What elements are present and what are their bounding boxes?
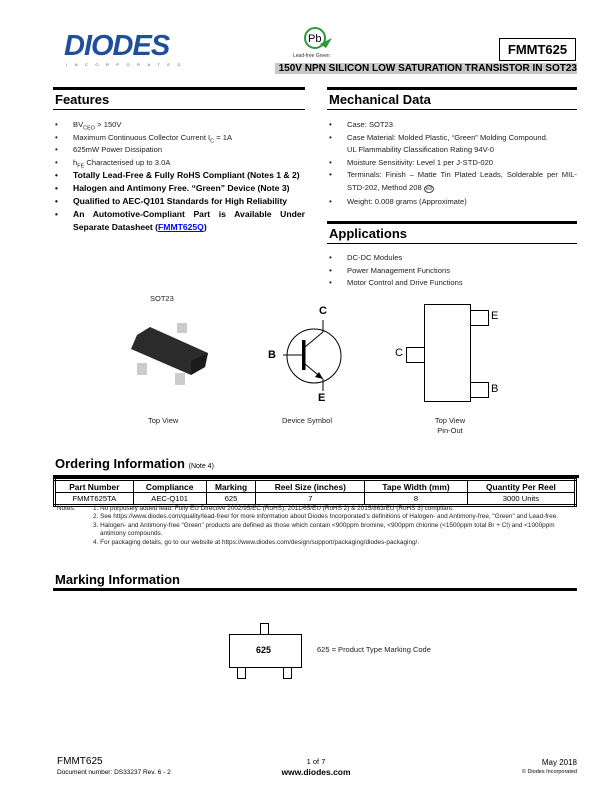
mechanical-list [327,119,577,208]
footer-copyright: © Diodes Incorporated [521,769,577,775]
item-text: Maximum Continuous Collector Current I [73,132,211,142]
pb-text: Pb [308,33,322,45]
list-item: • Moisture Sensitivity: Level 1 per J-STD-020 [327,157,577,170]
list-item [53,208,305,234]
page-subtitle: 150V NPN SILICON LOW SATURATION TRANSISTOR IN SOT23 [275,63,577,74]
list-item [53,157,305,170]
cell: 7 [256,493,365,506]
item-text: Totally Lead-Free & Fully RoHS Compliant (Notes 1 & 2) [73,170,300,181]
cell: 625 [206,493,256,506]
col-header: Reel Size (inches) [256,480,365,493]
pin-b-label: B [491,383,499,395]
base-label: B [268,349,276,361]
table-row [55,493,576,506]
caption-line: Top View [434,416,466,425]
list-item [327,169,577,195]
footer-page: 1 of 7 [306,757,326,766]
col-header: Marking [206,480,256,493]
ordering-note: (Note 4) [188,463,214,470]
table-header-row [55,480,576,493]
applications-heading: Applications [327,221,577,244]
col-header: Quantity Per Reel [467,480,575,493]
list-item: • Case: SOT23 [327,119,577,132]
device-symbol-caption: Device Symbol [282,416,333,425]
item-subscript: C [210,138,215,145]
list-item [53,132,305,145]
item-text: Terminals: Finish – Matte Tin Plated Leads, Solderable per MIL-STD-202, Method 208 [347,170,577,192]
col-header: Compliance [133,480,206,493]
item-subscript: FE [77,163,85,170]
note: 3. Halogen- and Antimony-free "Green" products are defined as those which contain <900ppm bromine, <900ppm chlorine (<1500ppm total Br + Cl) and <1000ppm antimony compounds. [93,521,555,538]
footer-url[interactable]: www.diodes.com [281,767,351,777]
pinout-diagram [405,304,490,404]
item-text: h [73,157,78,167]
note: 1. No purposely added lead. Fully EU Directive 2002/95/EC (RoHS), 2011/65/EU (RoHS 2) & 2015/863/EU (RoHS 3) compliant. [93,505,454,512]
emitter-label: E [318,392,326,404]
item-text: BV [73,120,84,129]
list-item [327,132,577,157]
ordering-table [53,478,577,507]
list-item [53,119,305,132]
list-item: • Weight: 0.008 grams (Approximate) [327,196,577,209]
top-view-caption: Top View [148,416,179,425]
marking-legend: 625 = Product Type Marking Code [317,645,431,654]
item-text: 625mW Power Dissipation [73,145,163,155]
item-text: > 150V [95,120,122,129]
cell: FMMT625TA [55,493,134,506]
features-section [53,87,305,234]
cell: 8 [365,493,468,506]
ordering-title: Ordering Information [55,456,185,471]
logo-subtitle: INCORPORATED [66,62,188,67]
pin-e-label: E [491,310,499,322]
lead-free-icon [302,26,334,52]
item-text: Qualified to AEC-Q101 Standards for High Reliability [73,196,288,207]
item-text: An Automotive-Compliant Part is Available Under Separate Datasheet ( [73,209,305,233]
cell: AEC-Q101 [133,493,206,506]
list-item [53,169,305,182]
features-list [53,119,305,234]
cell: 3000 Units [467,493,575,506]
notes-label: Notes: [57,505,76,512]
item-text: = 1A [214,132,233,142]
footer-date: May 2018 [541,758,577,767]
item-text: Case Material: Molded Plastic, “Green” Molding Compound. [347,132,548,142]
ordering-heading [53,456,579,478]
datasheet-link[interactable]: FMMT625Q [158,222,204,233]
pin-c-label: C [395,347,403,359]
list-item: • DC-DC Modules [327,252,577,265]
footer-part: FMMT625 [57,756,103,767]
mechanical-section [327,87,577,290]
part-number-box: FMMT625 [499,38,576,61]
item-text: Halogen and Antimony Free. “Green” Device (Note 3) [73,183,290,194]
sot23-package-image [125,315,215,390]
applications-list [327,252,577,290]
marking-code: 625 [256,645,272,655]
list-item [53,195,305,208]
package-label: SOT23 [150,294,174,303]
lead-free-label: Lead-free Green [293,53,330,59]
footer-docnum: Document number: DS33237 Rev. 6 - 2 [57,769,171,776]
item-subscript: CEO [83,125,96,132]
note: 4. For packaging details, go to our website at https://www.diodes.com/design/support/packaging/diodes-packaging/. [93,538,420,546]
marking-heading: Marking Information [53,572,577,591]
list-item: • Motor Control and Drive Functions [327,277,577,290]
pinout-caption [420,416,480,436]
list-item [53,144,305,157]
caption-line: Pin-Out [437,426,463,435]
notes-list [93,505,577,547]
item-text: ) [203,222,207,233]
e3-icon: e3 [425,185,432,192]
collector-label: C [319,305,327,317]
col-header: Tape Width (mm) [365,480,468,493]
features-heading: Features [53,87,305,110]
list-item: • Power Management Functions [327,265,577,278]
diodes-logo: DIODES [64,30,170,62]
note: 2. See https://www.diodes.com/quality/lead-free/ for more information about Diodes Incorporated's definitions of Halogen- and Antimony-free, "Green" and Lead-free. [93,513,559,521]
item-text: UL Flammability Classification Rating 94V-0 [347,145,495,155]
col-header: Part Number [55,480,134,493]
npn-transistor-symbol [265,305,345,405]
item-text: Characterised up to 3.0A [84,157,171,167]
mechanical-heading: Mechanical Data [327,87,577,110]
list-item [53,182,305,195]
